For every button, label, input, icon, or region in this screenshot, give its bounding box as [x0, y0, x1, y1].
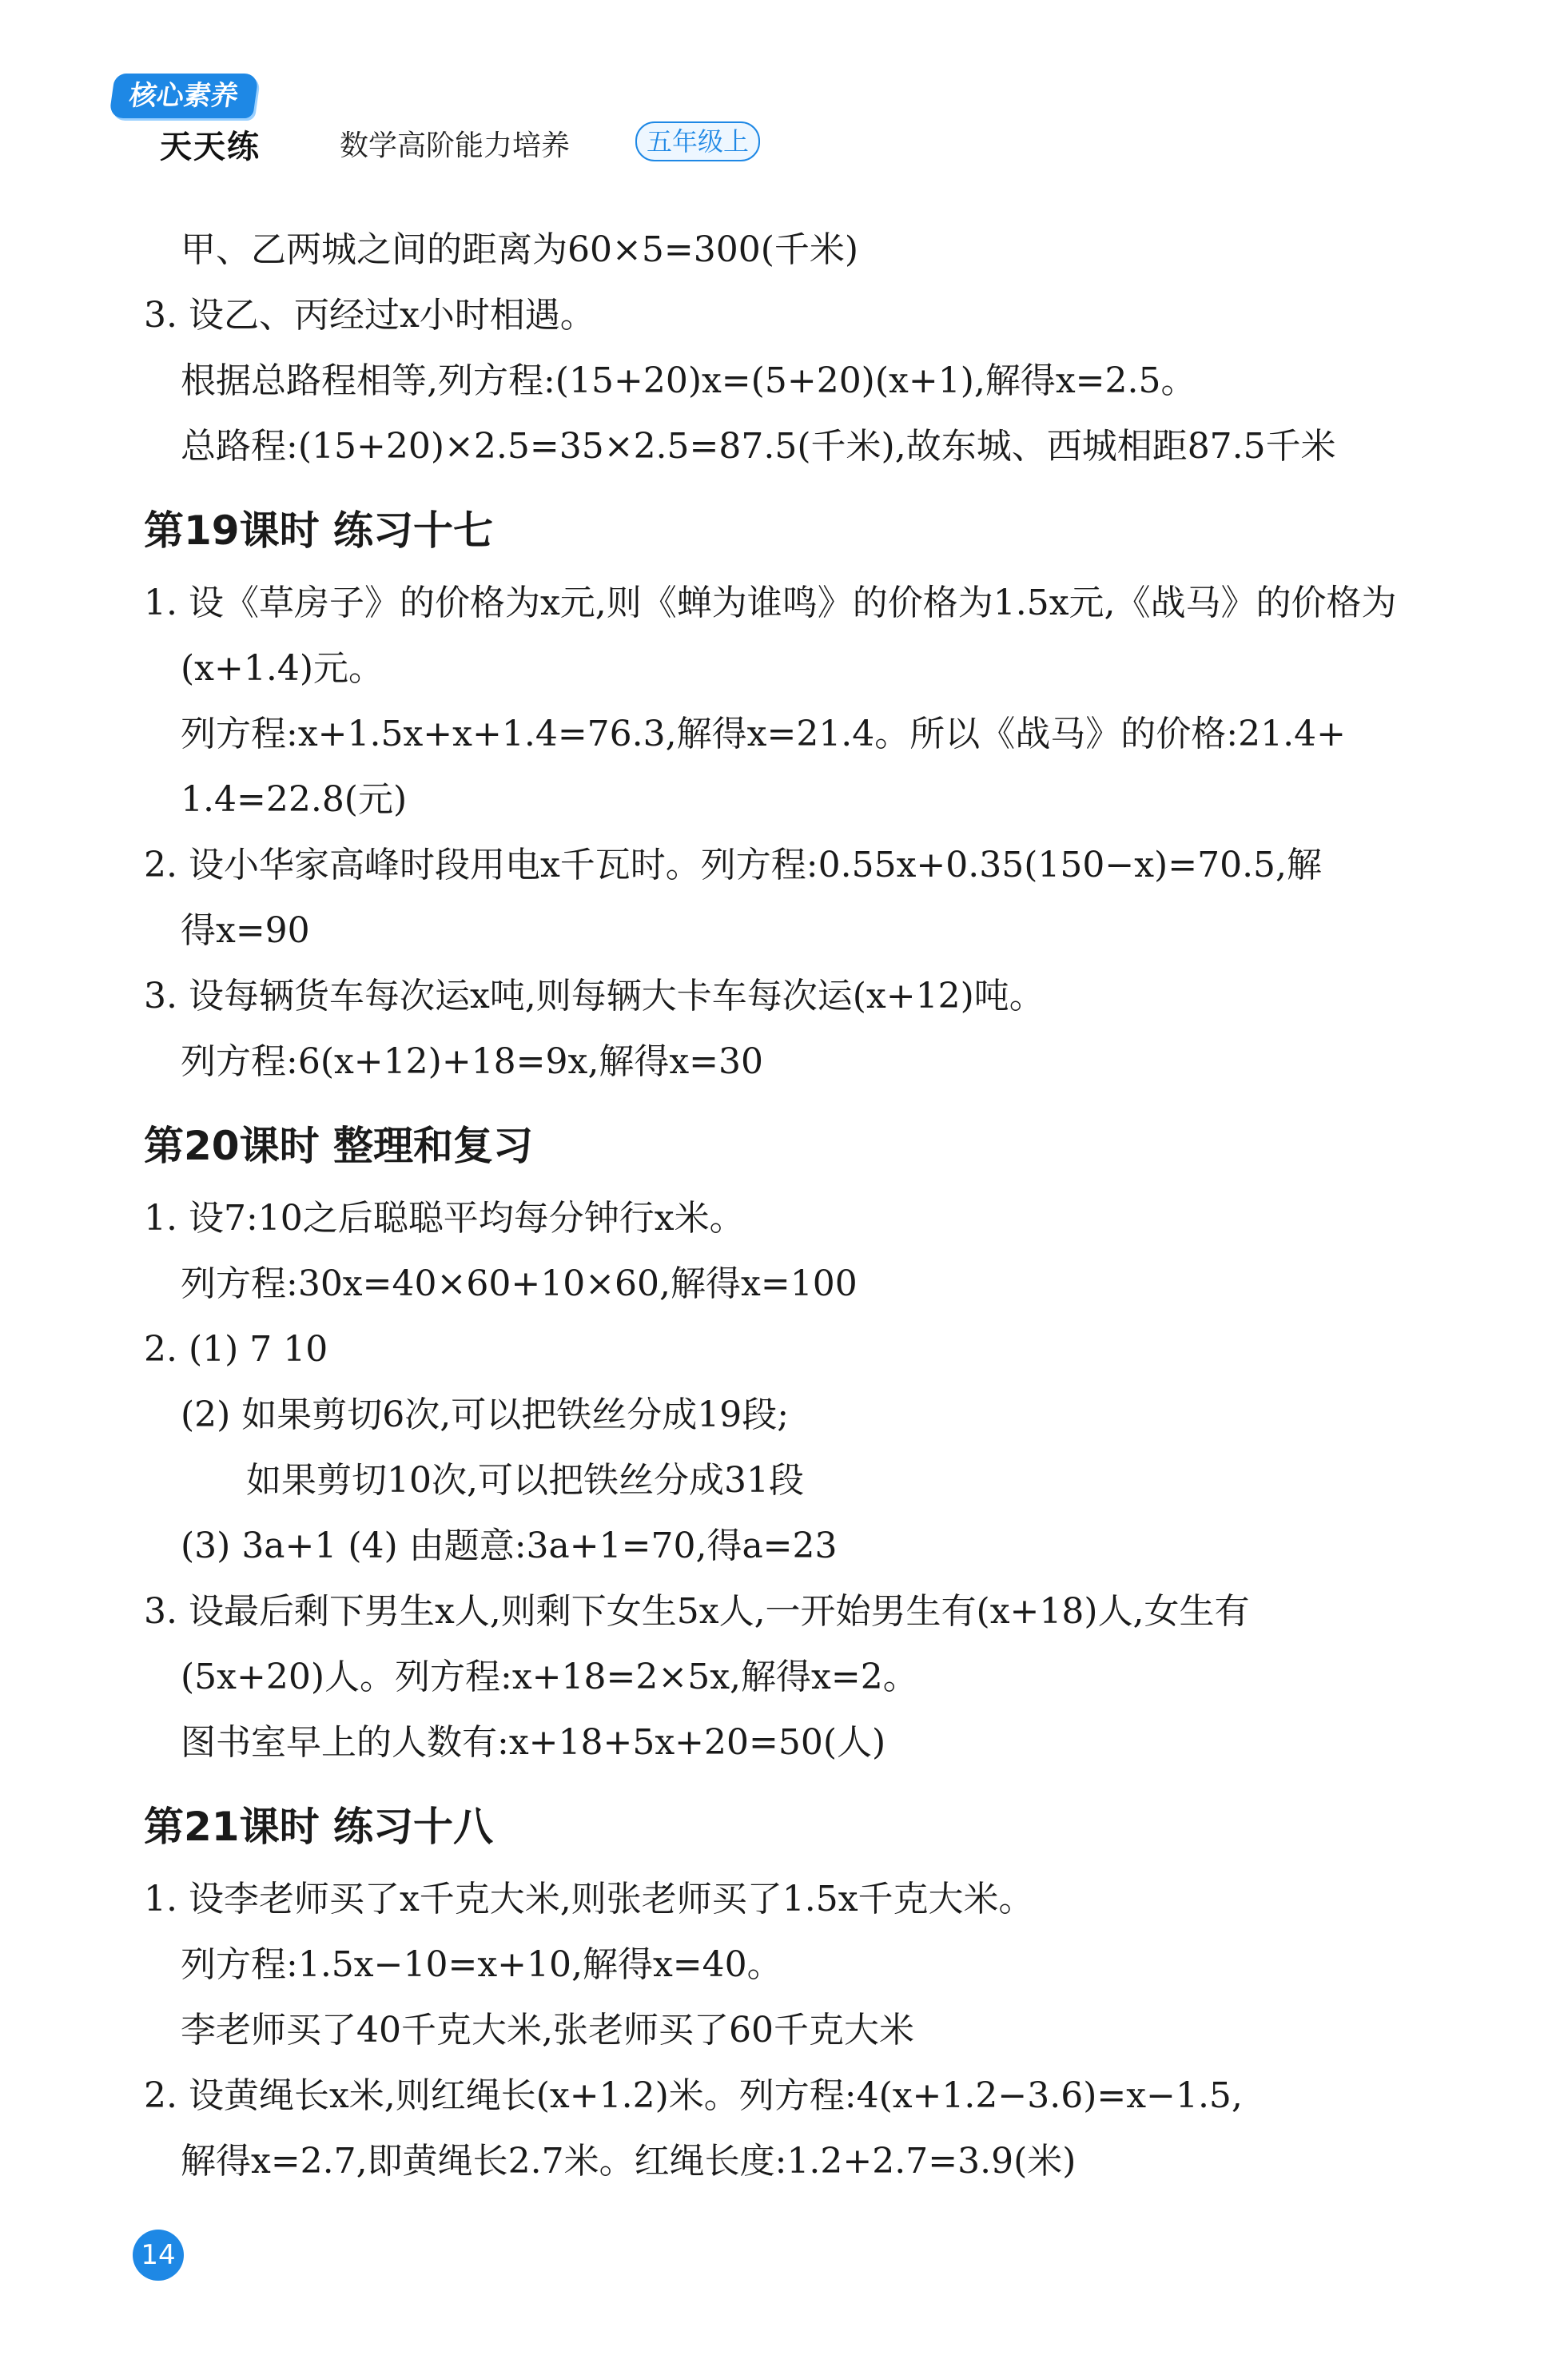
answer-line: 1. 设《草房子》的价格为x元,则《蝉为谁鸣》的价格为1.5x元,《战马》的价格为 — [144, 583, 1397, 623]
answer-line: 列方程:x+1.5x+x+1.4=76.3,解得x=21.4。所以《战马》的价格:21.4+ — [181, 714, 1346, 754]
answer-line: 2. (1) 7 10 — [144, 1329, 328, 1370]
answer-line: 列方程:30x=40×60+10×60,解得x=100 — [181, 1263, 858, 1304]
section-heading: 第20课时 整理和复习 — [144, 1123, 533, 1169]
section-heading: 第21课时 练习十八 — [144, 1804, 493, 1850]
answer-line: 李老师买了40千克大米,张老师买了60千克大米 — [181, 2010, 914, 2051]
answer-line: 3. 设乙、丙经过x小时相遇。 — [144, 295, 595, 336]
answer-line: (5x+20)人。列方程:x+18=2×5x,解得x=2。 — [181, 1657, 918, 1697]
answer-line: 解得x=2.7,即黄绳长2.7米。红绳长度:1.2+2.7=3.9(米) — [181, 2141, 1077, 2182]
book-subtitle: 数学高阶能力培养 — [340, 129, 571, 162]
answer-line: 如果剪切10次,可以把铁丝分成31段 — [246, 1460, 804, 1501]
answer-line: (2) 如果剪切6次,可以把铁丝分成19段; — [181, 1394, 790, 1435]
answer-line: 列方程:1.5x−10=x+10,解得x=40。 — [181, 1944, 782, 1985]
answer-line: 列方程:6(x+12)+18=9x,解得x=30 — [181, 1041, 764, 1082]
brand-name: 天天练 — [160, 129, 261, 165]
grade-badge: 五年级上 — [635, 121, 760, 161]
answer-line: 3. 设每辆货车每次运x吨,则每辆大卡车每次运(x+12)吨。 — [144, 976, 1045, 1016]
page-header — [112, 74, 831, 169]
answer-line: 2. 设小华家高峰时段用电x千瓦时。列方程:0.55x+0.35(150−x)=70.5,解 — [144, 845, 1323, 885]
answer-line: 根据总路程相等,列方程:(15+20)x=(5+20)(x+1),解得x=2.5。 — [181, 360, 1196, 401]
section-heading: 第19课时 练习十七 — [144, 507, 493, 554]
answer-line: 甲、乙两城之间的距离为60×5=300(千米) — [181, 229, 859, 270]
answer-content — [144, 217, 1470, 2194]
series-badge: 核心素养 — [109, 74, 259, 118]
answer-line: (x+1.4)元。 — [181, 648, 384, 689]
page-number: 14 — [133, 2230, 184, 2281]
answer-line: 1. 设7:10之后聪聪平均每分钟行x米。 — [144, 1198, 745, 1239]
answer-line: 1. 设李老师买了x千克大米,则张老师买了1.5x千克大米。 — [144, 1879, 1034, 1919]
answer-line: 2. 设黄绳长x米,则红绳长(x+1.2)米。列方程:4(x+1.2−3.6)=x−1.5, — [144, 2075, 1243, 2116]
answer-line: 得x=90 — [181, 910, 310, 951]
answer-line: 总路程:(15+20)×2.5=35×2.5=87.5(千米),故东城、西城相距87.5千米 — [181, 426, 1336, 467]
answer-line: 1.4=22.8(元) — [181, 779, 408, 820]
answer-line: (3) 3a+1 (4) 由题意:3a+1=70,得a=23 — [181, 1526, 838, 1566]
answer-line: 3. 设最后剩下男生x人,则剩下女生5x人,一开始男生有(x+18)人,女生有 — [144, 1591, 1250, 1632]
answer-line: 图书室早上的人数有:x+18+5x+20=50(人) — [181, 1722, 886, 1763]
